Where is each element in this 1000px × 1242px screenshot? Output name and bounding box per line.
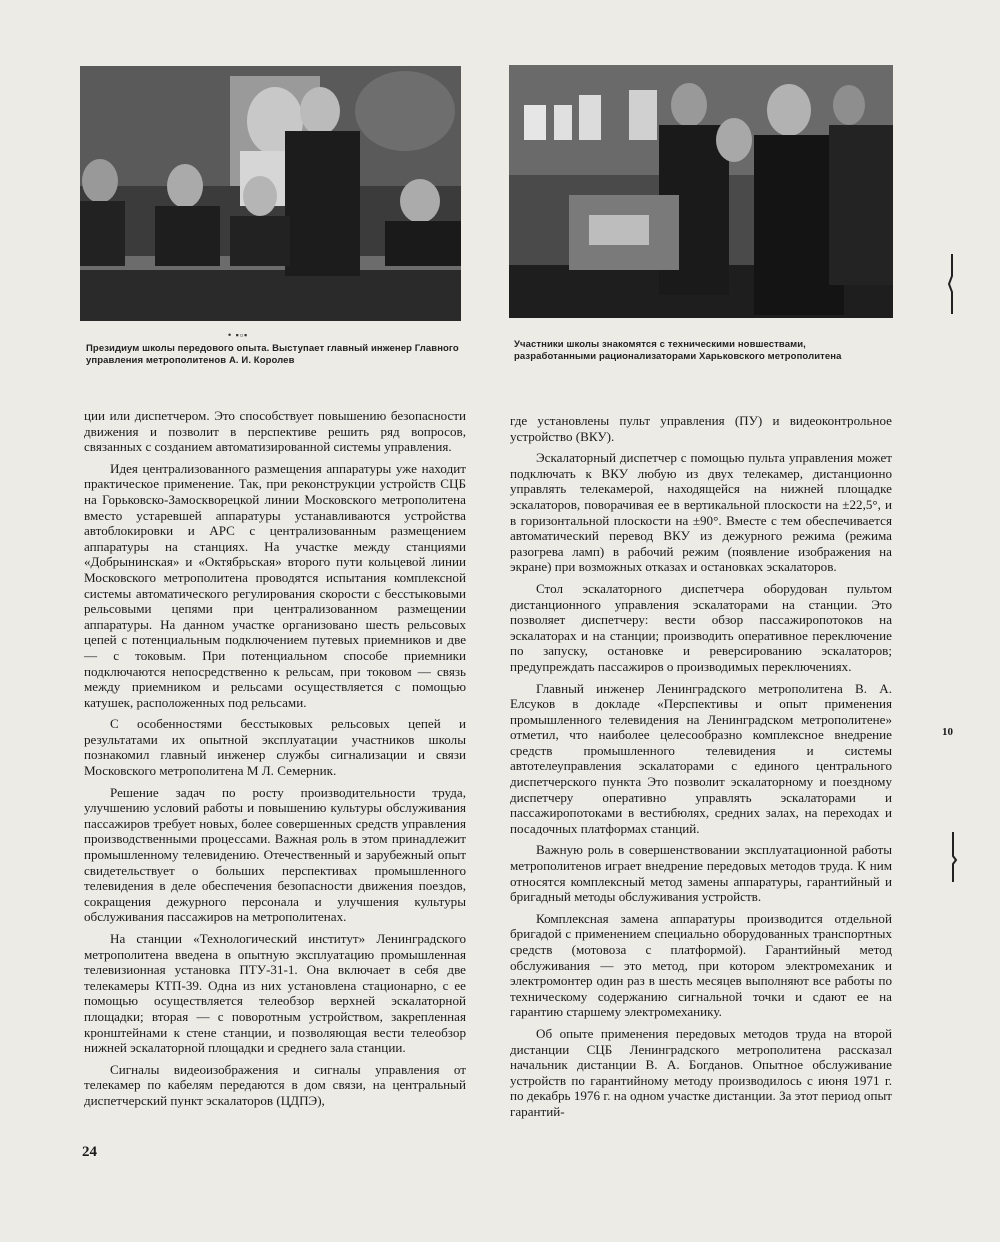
left-paragraph-6: Сигналы видеоизображения и сигналы управления от телекамер по кабелям передаются в дом связи, на центральный диспетчерский пункт эскалаторов (ЦДПЭ),	[84, 1061, 466, 1108]
left-paragraph-1: ции или диспетчером. Это способствует повышению безопасности движения и позволит в перспективе решить ряд вопросов, связанных с созданием автоматизированной системы управления.	[84, 408, 466, 455]
margin-mark-bottom	[948, 832, 960, 882]
left-column	[84, 408, 466, 1115]
right-paragraph-5: Важную роль в совершенствовании эксплуатационной работы метрополитенов играет внедрение передовых методов труда. К ним относятся комплексный метод замены аппаратуры, гарантийный и бригадный методы обслуживания устройств.	[510, 842, 892, 905]
right-paragraph-3: Стол эскалаторного диспетчера оборудован пультом дистанционного управления эскалаторами на станции. Это позволяет диспетчеру: вести обзор пассажиропотоков на эскалаторах и на станции; производить оперативное переключение по запуску, остановке и реверсированию эскалаторов; предупреждать пассажиров о производимых переключениях.	[510, 580, 892, 674]
right-paragraph-2: Эскалаторный диспетчер с помощью пульта управления может подключать к ВКУ любую из двух телекамер, дистанционно управлять телекамерой, находящейся на нижней площадке эскалаторов, поворачивая ее в вертикальной плоскости на ±22,5°, и в горизонтальной плоскости на ±90°. Вместе с тем обеспечивается автоматический перевод ВКУ из дежурного режима (режима разогрева ламп) в рабочий режим (появление изображения на экране) при возможных отказах и остановках эскалаторов.	[510, 450, 892, 575]
left-paragraph-4: Решение задач по росту производительности труда, улучшению условий работы и повышению культуры обслуживания пассажиров требует новых, более совершенных средств управления производственными процессами. Важная роль в этом принадлежит промышленному телевидению. Отечественный и зарубежный опыт свидетельствует о больших перспективах промышленного телевидения в деле обеспечения безопасности движения поездов, сокращения дежурного персонала и улучшения культуры обслуживания пассажиров на метрополитенах.	[84, 784, 466, 925]
left-paragraph-5: На станции «Технологический институт» Ленинградского метрополитена введена в опытную эксплуатацию промышленная телевизионная установка ПТУ-31-1. Она включает в себя две телекамеры КТП-39. Одна из них установлена стационарно, с ее помощью осуществляется телеобзор верхней эскалаторной площадки; вторая — с поворотным устройством, закрепленная кронштейнами к стене станции, и позволяющая вести телеобзор нижней эскалаторной площадки и среднего зала станции.	[84, 931, 466, 1056]
margin-mark-top	[946, 254, 958, 314]
right-paragraph-7: Об опыте применения передовых методов труда на второй дистанции СЦБ Ленинградского метрополитена рассказал начальник дистанции В. А. Богданов. Опытное обслуживание устройств по гарантийному методу производилось с июня 1971 г. по декабрь 1976 г. на одном участке дистанции. За этот период опыт гарантий-	[510, 1025, 892, 1119]
left-paragraph-2: Идея централизованного размещения аппаратуры уже находит практическое применение. Так, при реконструкции устройств СЦБ на Горьковско-Замоскворецкой линии Московского метрополитена вместо устаревшей аппаратуры устанавливаются устройства автоблокировки и АРС с централизованным размещением аппаратуры на станциях. На участке между станциями «Добрынинская» и «Октябрьская» второго пути кольцевой линии Московского метрополитена проводятся испытания комплексной системы автоматического регулирования скорости с бесстыковыми рельсовыми цепями при централизованном размещении аппаратуры. На данном участке организовано шесть рельсовых цепей с потенциальным подключением путевых приемников и две — с токовым. При потенциальном способе приемники подключаются непосредственно к рельсам, при токовом — связь между приемником и рельсами осуществляется с помощью катушек, расположенных под рельсами.	[84, 460, 466, 710]
left-paragraph-3: С особенностями бесстыковых рельсовых цепей и результатами их опытной эксплуатации участников школы познакомил главный инженер службы сигнализации и связи Московского метрополитена М Л. Семерник.	[84, 716, 466, 779]
page-number: 24	[82, 1144, 97, 1160]
side-number: 10	[942, 726, 953, 738]
left-photo-caption: Президиум школы передового опыта. Выступает главный инженер Главного управления метрополитенов А. И. Королев	[86, 343, 459, 366]
decorative-dots: • ▪▫▪	[228, 330, 249, 340]
right-paragraph-6: Комплексная замена аппаратуры производится отдельной бригадой с применением специально оборудованных транспортных средств (мотовоза с платформой). Гарантийный метод обслуживания — это метод, при котором электромеханик и электромонтер один раз в шесть месяцев выполняют все работы по техническому содержанию сигнальной точки и сдают ее на гарантию старшему электромеханику.	[510, 910, 892, 1020]
right-column	[510, 413, 892, 1126]
participants-photo	[509, 65, 893, 318]
right-paragraph-4: Главный инженер Ленинградского метрополитена В. А. Елсуков в докладе «Перспективы и опыт применения промышленного телевидения на Ленинградском метрополитене» отметил, что наиболее целесообразно комплексное внедрение средств промышленного телевидения и системы автотелеуправления эскалаторами с единого центрального диспетчерского пункта Это позволит эскалаторному и поездному диспетчеру оперативно управлять эскалаторами и пассажиропотоками в вестибюлях, средних залах, на переходах и посадочных платформах станций.	[510, 680, 892, 836]
presidium-photo	[80, 66, 461, 321]
right-paragraph-1: где установлены пульт управления (ПУ) и видеоконтрольное устройство (ВКУ).	[510, 413, 892, 444]
right-photo-caption: Участники школы знакомятся с техническими новшествами, разработанными рационализаторами Харьковского метрополитена	[514, 339, 842, 362]
